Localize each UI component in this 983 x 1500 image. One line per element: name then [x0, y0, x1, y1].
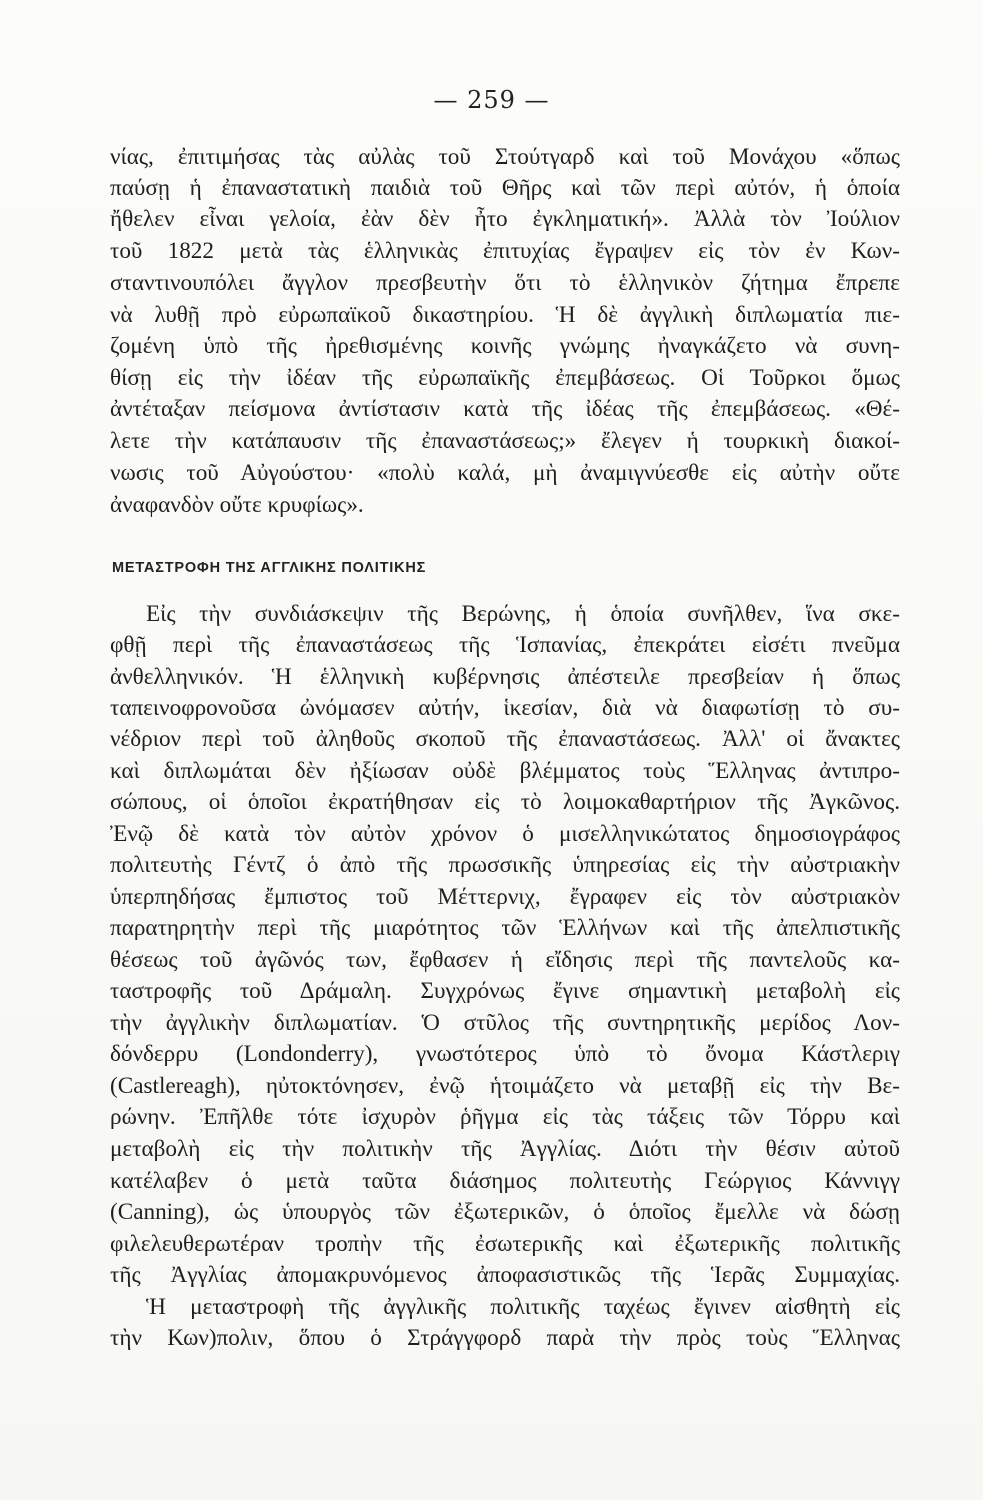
- text-line: τοῦ 1822 μετὰ τὰς ἑλληνικὰς ἐπιτυχίας ἔγραψεν εἰς τὸν ἐν Κων-: [110, 238, 900, 264]
- text-line: Ἡ μεταστροφὴ τῆς ἀγγλικῆς πολιτικῆς ταχέως ἔγινεν αἰσθητὴ εἰς: [146, 1294, 900, 1320]
- text-line: ἤθελεν εἶναι γελοία, ἐὰν δὲν ἦτο ἐγκληματική». Ἀλλὰ τὸν Ἰούλιον: [110, 206, 900, 232]
- text-line: λετε τὴν κατάπαυσιν τῆς ἐπαναστάσεως;» ἔλεγεν ἡ τουρκικὴ διακοί-: [110, 428, 900, 454]
- text-line: ἀναφανδὸν οὔτε κρυφίως».: [110, 492, 364, 518]
- text-line: ταπεινοφρονοῦσα ὠνόμασεν αὐτήν, ἱκεσίαν, διὰ νὰ διαφωτίσῃ τὸ συ-: [110, 695, 900, 721]
- text-line: φιλελευθερωτέραν τροπὴν τῆς ἐσωτερικῆς καὶ ἐξωτερικῆς πολιτικῆς: [110, 1231, 900, 1257]
- text-line: νίας, ἐπιτιμήσας τὰς αὐλὰς τοῦ Στούτγαρδ καὶ τοῦ Μονάχου «ὅπως: [110, 144, 900, 170]
- text-line: ὑπερπηδήσας ἔμπιστος τοῦ Μέττερνιχ, ἔγραφεν εἰς τὸν αὐστριακὸν: [110, 884, 900, 910]
- text-line: θέσεως τοῦ ἀγῶνός των, ἔφθασεν ἡ εἴδησις περὶ τῆς παντελοῦς κα-: [110, 947, 900, 973]
- text-line: (Canning), ὡς ὑπουργὸς τῶν ἐξωτερικῶν, ὁ ὁποῖος ἔμελλε νὰ δώσῃ: [110, 1199, 900, 1225]
- text-line: πολιτευτὴς Γέντζ ὁ ἀπὸ τῆς πρωσσικῆς ὑπηρεσίας εἰς τὴν αὐστριακὴν: [110, 852, 900, 878]
- text-line: νωσις τοῦ Αὐγούστου· «πολὺ καλά, μὴ ἀναμιγνύεσθε εἰς αὐτὴν οὔτε: [110, 460, 900, 486]
- page-number: — 259 —: [433, 86, 550, 114]
- text-line: καὶ διπλωμάται δὲν ἠξίωσαν οὐδὲ βλέμματος τοὺς Ἕλληνας ἀντιπρο-: [110, 758, 900, 784]
- text-line: ἀνθελληνικόν. Ἡ ἑλληνικὴ κυβέρνησις ἀπέστειλε πρεσβείαν ἡ ὅπως: [110, 664, 900, 690]
- text-line: νέδριον περὶ τοῦ ἀληθοῦς σκοποῦ τῆς ἐπαναστάσεως. Ἀλλ' οἱ ἄνακτες: [110, 726, 900, 752]
- text-line: κατέλαβεν ὁ μετὰ ταῦτα διάσημος πολιτευτὴς Γεώργιος Κάννιγγ: [110, 1168, 900, 1194]
- text-line: Εἰς τὴν συνδιάσκεψιν τῆς Βερώνης, ἡ ὁποία συνῆλθεν, ἵνα σκε-: [146, 601, 900, 627]
- text-line: ἀντέταξαν πείσμονα ἀντίστασιν κατὰ τῆς ἰδέας τῆς ἐπεμβάσεως. «Θέ-: [110, 396, 900, 422]
- text-line: ρώνην. Ἐπῆλθε τότε ἰσχυρὸν ῥῆγμα εἰς τὰς τάξεις τῶν Τόρρυ καὶ: [110, 1104, 900, 1130]
- text-line: σταντινουπόλει ἄγγλον πρεσβευτὴν ὅτι τὸ ἑλληνικὸν ζήτημα ἔπρεπε: [110, 270, 900, 296]
- section-heading: ΜΕΤΑΣΤΡΟΦΗ ΤΗΣ ΑΓΓΛΙΚΗΣ ΠΟΛΙΤΙΚΗΣ: [112, 560, 427, 576]
- text-line: τῆς Ἀγγλίας ἀπομακρυνόμενος ἀποφασιστικῶς τῆς Ἱερᾶς Συμμαχίας.: [110, 1262, 900, 1288]
- text-line: τὴν ἀγγλικὴν διπλωματίαν. Ὁ στῦλος τῆς συντηρητικῆς μερίδος Λον-: [110, 1010, 900, 1036]
- text-line: παύσῃ ἡ ἐπαναστατικὴ παιδιὰ τοῦ Θῆρς καὶ τῶν περὶ αὐτόν, ἡ ὁποία: [110, 175, 900, 201]
- text-line: ζομένη ὑπὸ τῆς ἠρεθισμένης κοινῆς γνώμης ἠναγκάζετο νὰ συνη-: [110, 333, 900, 359]
- text-line: τὴν Κων)πολιν, ὅπου ὁ Στράγγφορδ παρὰ τὴν πρὸς τοὺς Ἕλληνας: [110, 1325, 900, 1351]
- text-line: νὰ λυθῇ πρὸ εὐρωπαϊκοῦ δικαστηρίου. Ἡ δὲ ἀγγλικὴ διπλωματία πιε-: [110, 302, 900, 328]
- text-line: δόνδερρυ (Londonderry), γνωστότερος ὑπὸ τὸ ὄνομα Κάστλεριγ: [110, 1041, 900, 1067]
- text-line: (Castlereagh), ηὐτοκτόνησεν, ἐνῷ ἡτοιμάζετο νὰ μεταβῇ εἰς τὴν Βε-: [110, 1073, 900, 1099]
- text-line: παρατηρητὴν περὶ τῆς μιαρότητος τῶν Ἑλλήνων καὶ τῆς ἀπελπιστικῆς: [110, 915, 900, 941]
- text-line: σώπους, οἱ ὁποῖοι ἐκρατήθησαν εἰς τὸ λοιμοκαθαρτήριον τῆς Ἀγκῶνος.: [110, 789, 900, 815]
- text-line: ταστροφῆς τοῦ Δράμαλη. Συγχρόνως ἔγινε σημαντικὴ μεταβολὴ εἰς: [110, 978, 900, 1004]
- text-line: θίσῃ εἰς τὴν ἰδέαν τῆς εὐρωπαϊκῆς ἐπεμβάσεως. Οἱ Τοῦρκοι ὅμως: [110, 365, 900, 391]
- text-line: φθῇ περὶ τῆς ἐπαναστάσεως τῆς Ἱσπανίας, ἐπεκράτει εἰσέτι πνεῦμα: [110, 632, 900, 658]
- text-line: Ἐνῷ δὲ κατὰ τὸν αὐτὸν χρόνον ὁ μισελληνικώτατος δημοσιογράφος: [110, 821, 900, 847]
- text-line: μεταβολὴ εἰς τὴν πολιτικὴν τῆς Ἀγγλίας. Διότι τὴν θέσιν αὐτοῦ: [110, 1136, 900, 1162]
